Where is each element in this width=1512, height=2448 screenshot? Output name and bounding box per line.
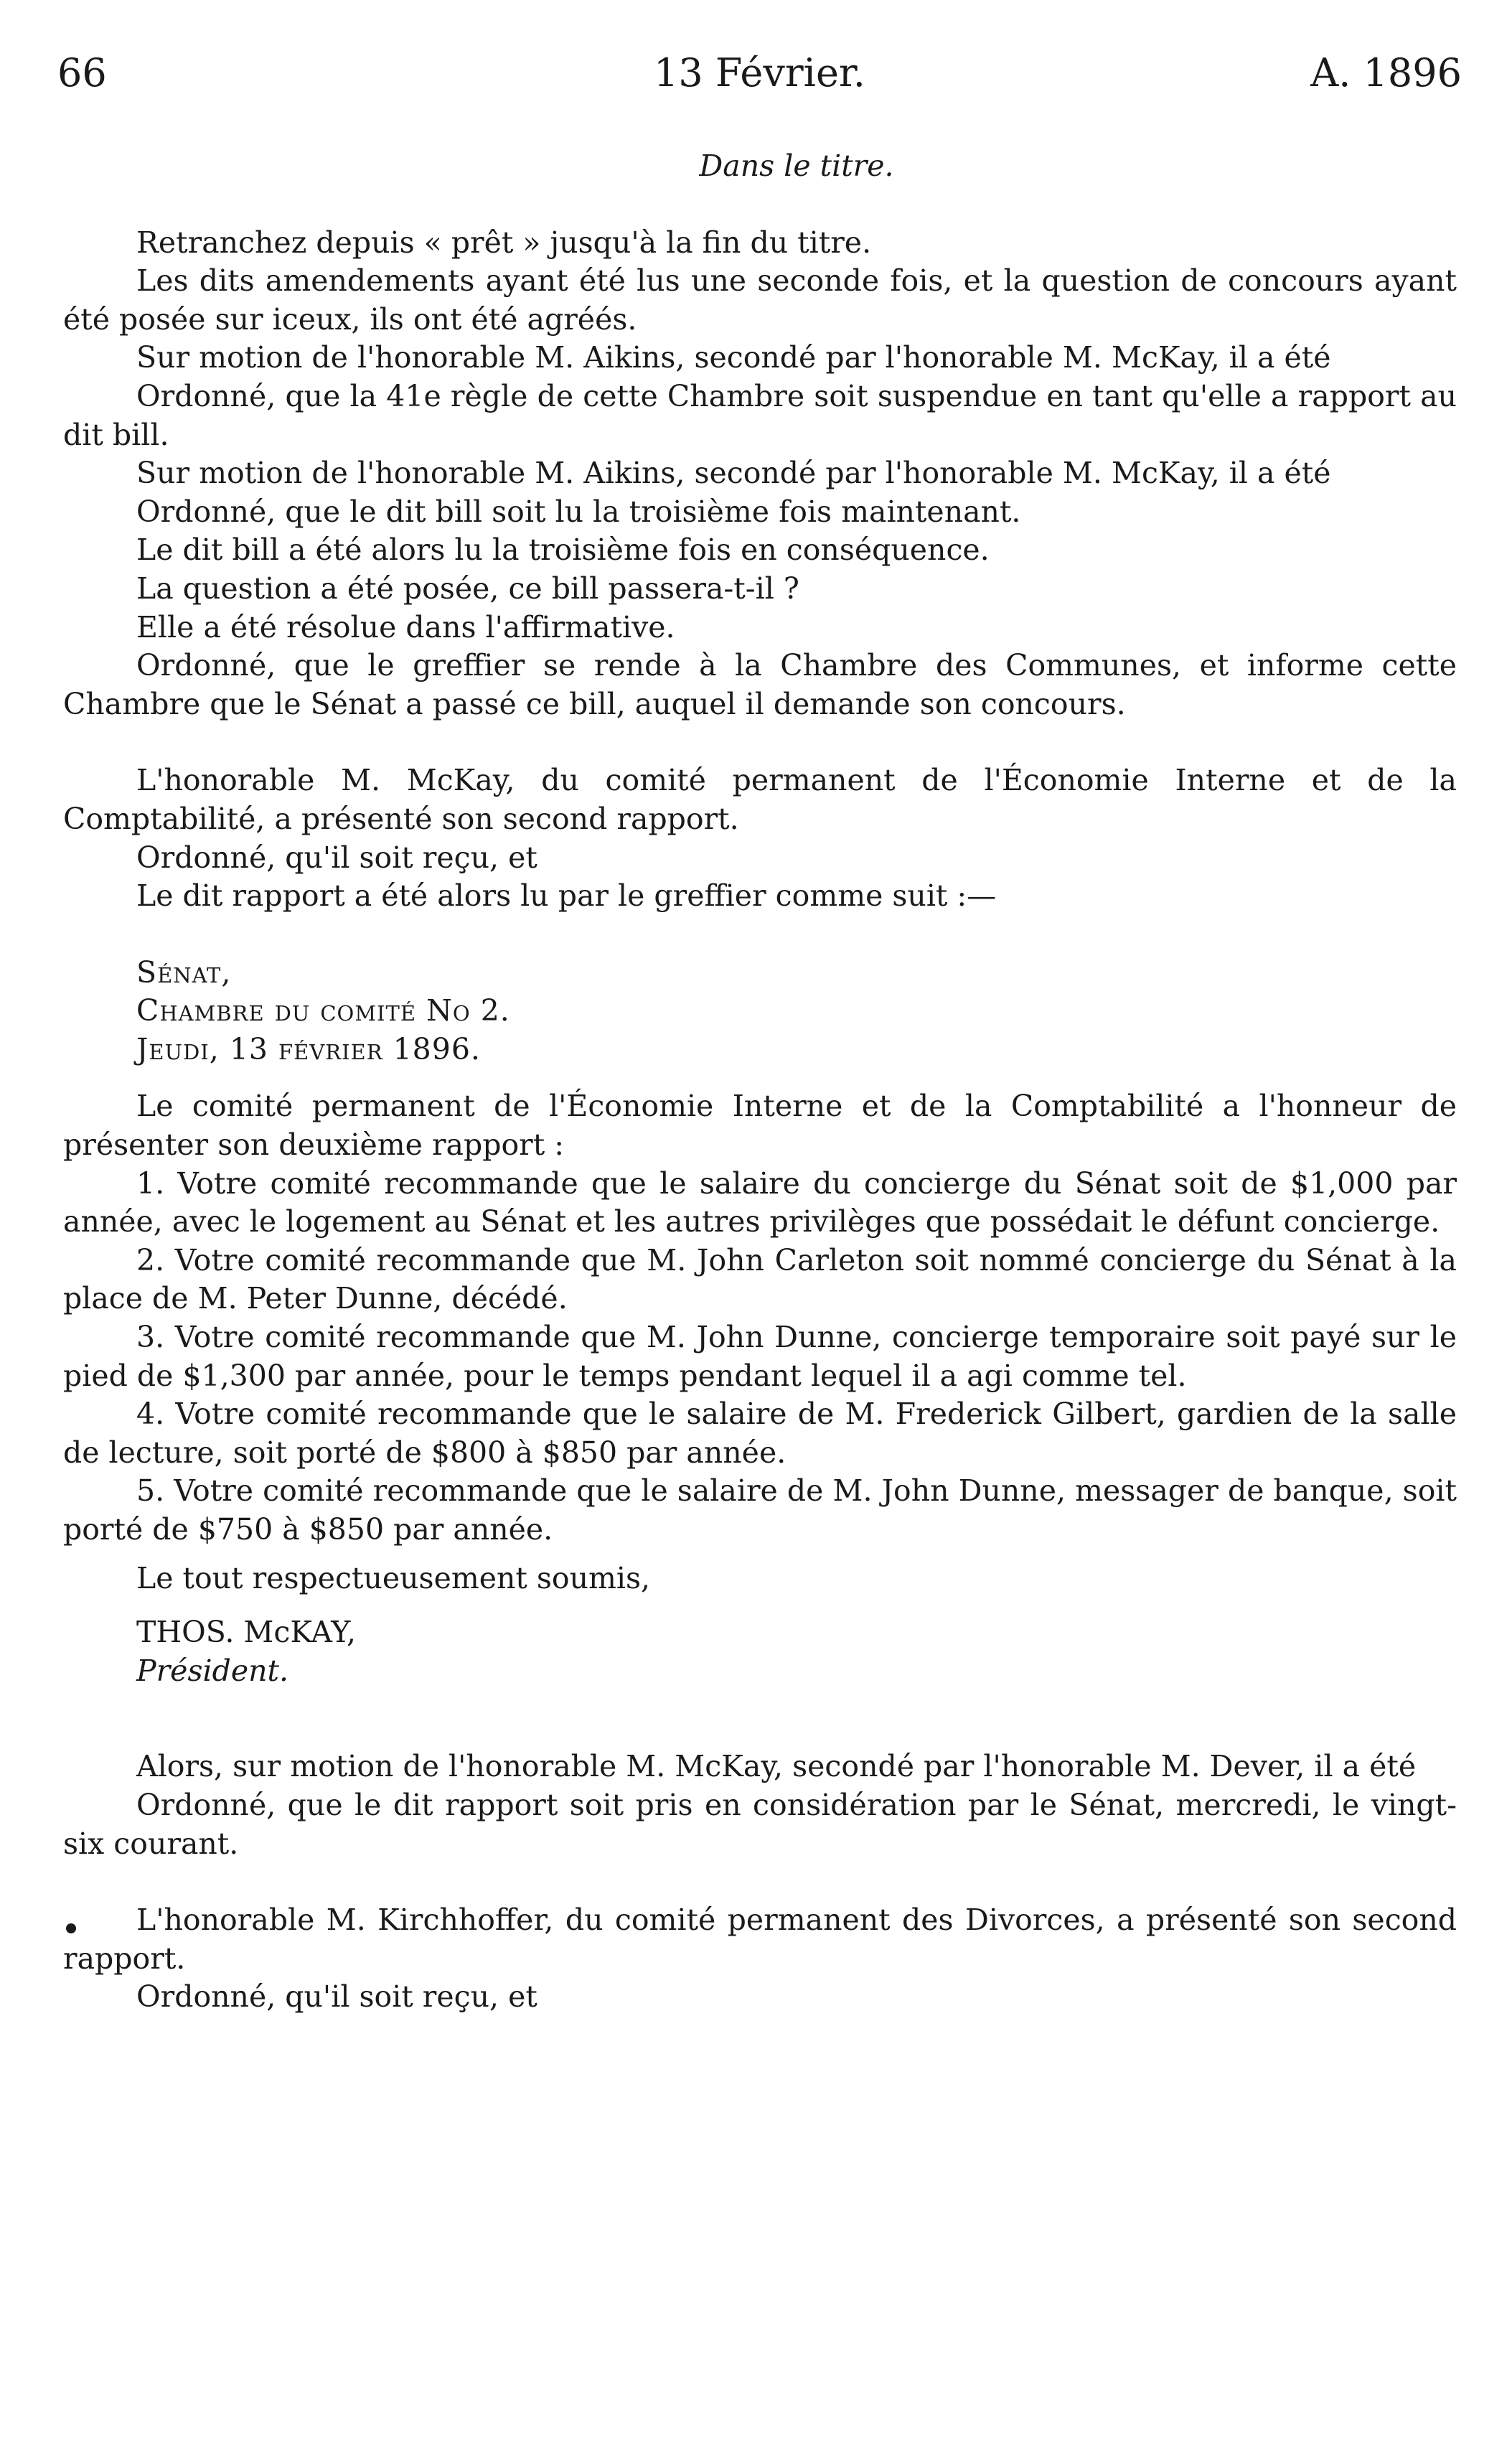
report-committee-room: Chambre du comité No 2. [136, 993, 510, 1028]
paragraph: Le dit rapport a été alors lu par le greffier comme suit :— [136, 878, 997, 914]
spacer [63, 1598, 1457, 1613]
paragraph: Ordonné, qu'il soit reçu, et [136, 840, 537, 875]
report-date: Jeudi, 13 février 1896. [136, 1031, 481, 1066]
section-title: Dans le titre. [699, 149, 894, 183]
signature-name: THOS. McKAY, [136, 1615, 357, 1650]
header-year: A. 1896 [1310, 50, 1462, 95]
paragraph: L'honorable M. McKay, du comité permanent de l'Économie Interne et de la Comptabilité, a présenté son second rapport. [63, 763, 1457, 836]
report-paragraph: 3. Votre comité recommande que M. John Dunne, concierge temporaire soit payé sur le pied de $1,300 par année, pour le temps pendant lequel il a agi comme tel. [63, 1320, 1457, 1393]
report-paragraph: 2. Votre comité recommande que M. John Carleton soit nommé concierge du Sénat à la place de M. Peter Dunne, décédé. [63, 1242, 1457, 1316]
spacer [63, 723, 1457, 761]
paragraph: Ordonné, que le dit rapport soit pris en considération par le Sénat, mercredi, le vingt-six courant. [63, 1787, 1457, 1861]
paragraph: Ordonné, qu'il soit reçu, et [136, 1979, 537, 2015]
report-paragraph: Le comité permanent de l'Économie Interne et de la Comptabilité a l'honneur de présenter son deuxième rapport : [63, 1089, 1457, 1163]
paragraph: Ordonné, que le dit bill soit lu la troisième fois maintenant. [136, 494, 1021, 529]
paragraph: Sur motion de l'honorable M. Aikins, secondé par l'honorable M. McKay, il a été [136, 340, 1331, 375]
paragraph: Les dits amendements ayant été lus une seconde fois, et la question de concours ayant été posée sur iceux, ils ont été agréés. [63, 263, 1457, 337]
spacer [63, 1549, 1457, 1560]
page-number: 66 [57, 50, 107, 95]
header-date: 13 Février. [654, 50, 865, 95]
spacer [63, 1069, 1457, 1087]
paragraph: Sur motion de l'honorable M. Aikins, secondé par l'honorable M. McKay, il a été [136, 456, 1331, 491]
report-paragraph: 5. Votre comité recommande que le salaire de M. John Dunne, messager de banque, soit porté de $750 à $850 par année. [63, 1473, 1457, 1547]
spacer [63, 1690, 1457, 1748]
ink-spot-mark [66, 1923, 76, 1933]
paragraph: Alors, sur motion de l'honorable M. McKay, secondé par l'honorable M. Dever, il a été [136, 1749, 1417, 1784]
paragraph: Le dit bill a été alors lu la troisième fois en conséquence. [136, 533, 990, 568]
paragraph: L'honorable M. Kirchhoffer, du comité permanent des Divorces, a présenté son second rapport. [63, 1903, 1457, 1976]
paragraph: Retranchez depuis « prêt » jusqu'à la fin du titre. [136, 225, 872, 260]
signature-title: Président. [136, 1653, 289, 1688]
report-paragraph: 1. Votre comité recommande que le salaire du concierge du Sénat soit de $1,000 par année, avec le logement au Sénat et les autres privilèges que possédait le défunt concierge. [63, 1166, 1457, 1239]
spacer [63, 916, 1457, 954]
spacer [63, 1863, 1457, 1901]
closing-line: Le tout respectueusement soumis, [136, 1560, 651, 1595]
paragraph: Elle a été résolue dans l'affirmative. [136, 609, 675, 644]
paragraph: Ordonné, que la 41e règle de cette Chambre soit suspendue en tant qu'elle a rapport au dit bill. [63, 378, 1457, 452]
report-paragraph: 4. Votre comité recommande que le salaire de M. Frederick Gilbert, gardien de la salle de lecture, soit porté de $800 à $850 par année. [63, 1397, 1457, 1470]
paragraph: La question a été posée, ce bill passera-t-il ? [136, 571, 799, 606]
report-senate-heading: Sénat, [136, 955, 232, 990]
paragraph: Ordonné, que le greffier se rende à la Chambre des Communes, et informe cette Chambre que le Sénat a passé ce bill, auquel il demande son concours. [63, 648, 1457, 721]
document-body [63, 147, 1457, 2017]
page-header [57, 50, 1462, 108]
